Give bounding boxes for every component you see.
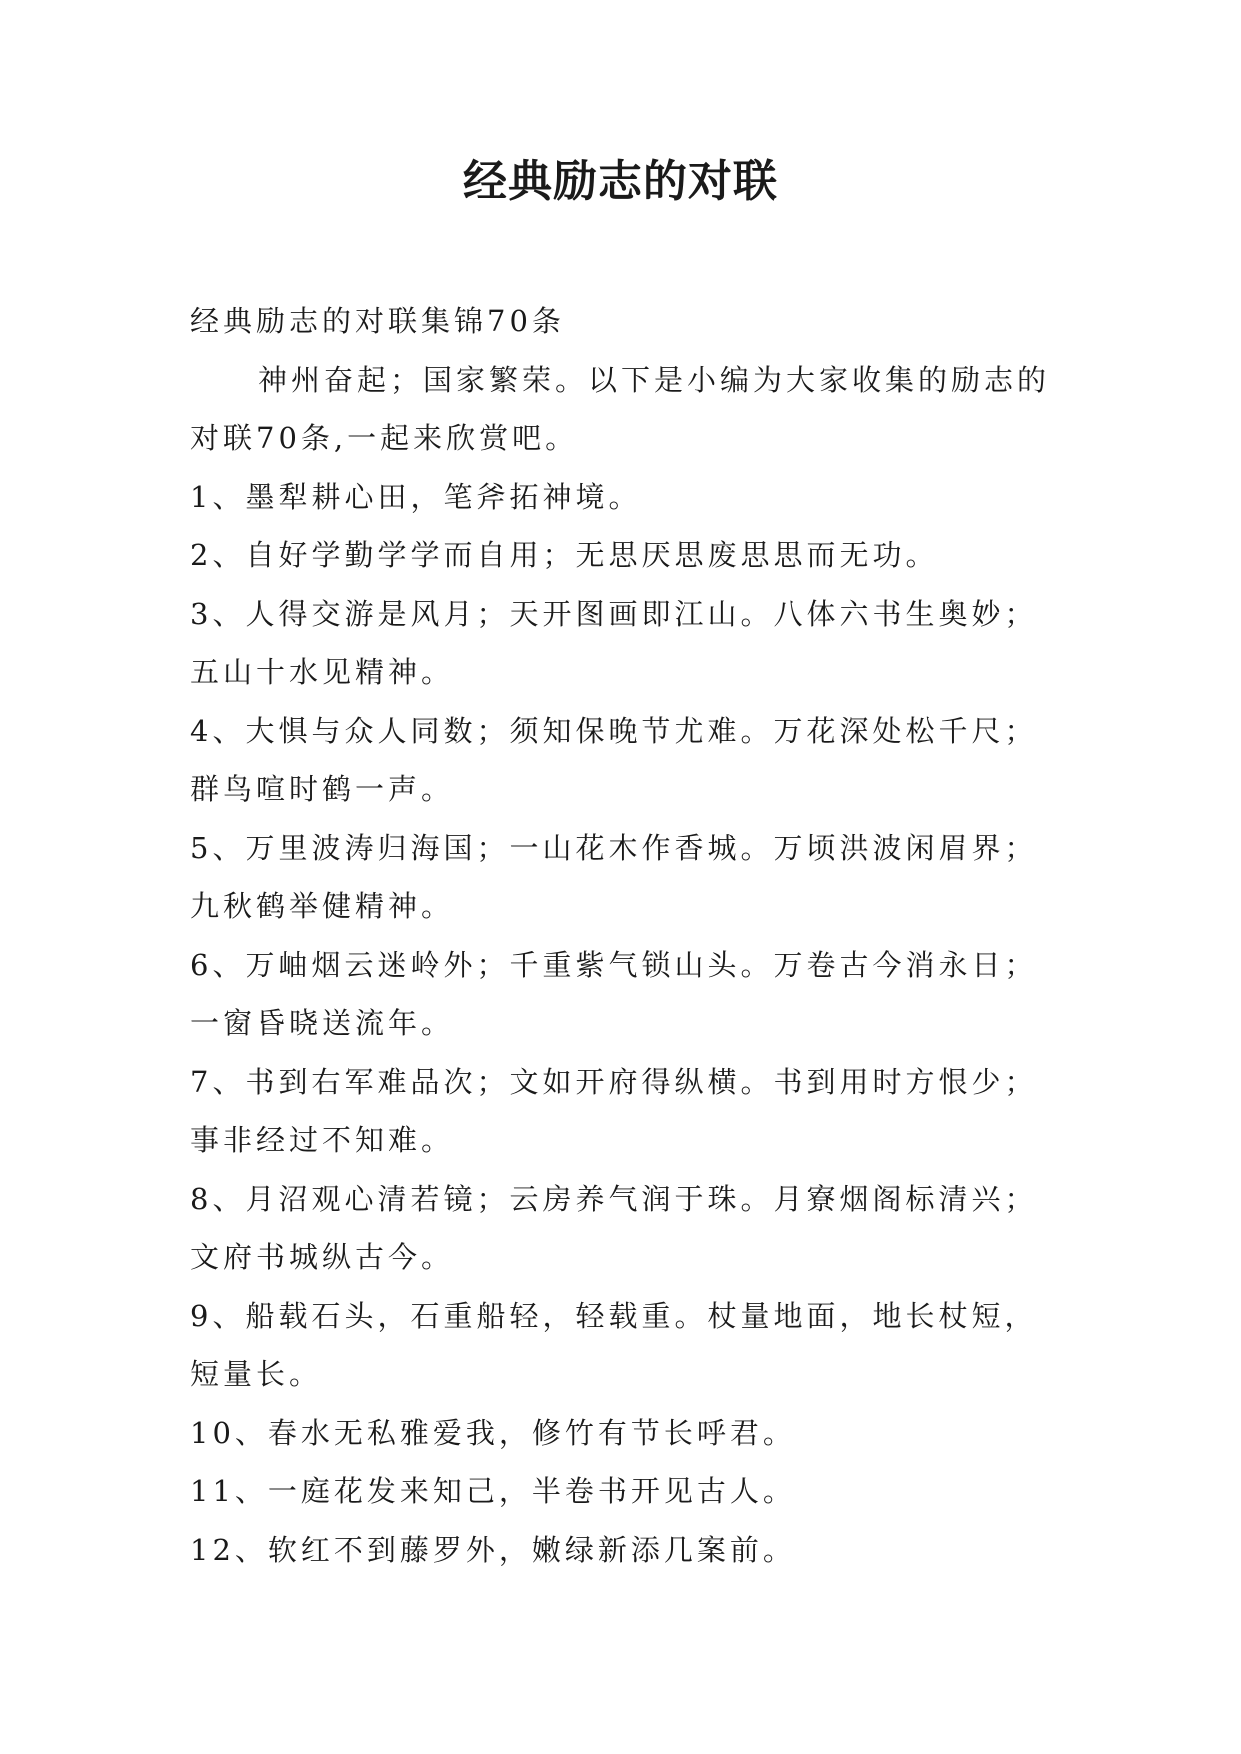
couplet-line: 7、书到右军难品次；文如开府得纵横。书到用时方恨少； (190, 1064, 1038, 1099)
couplet-line: 4、大惧与众人同数；须知保晚节尤难。万花深处松千尺； (190, 713, 1038, 748)
couplet-line: 九秋鹤举健精神。 (190, 889, 455, 923)
couplet-line: 五山十水见精神。 (190, 655, 455, 689)
couplet-line: 2、自好学勤学学而自用；无思厌思废思思而无功。 (190, 538, 939, 572)
couplet-line: 群鸟喧时鹤一声。 (190, 772, 455, 806)
couplet-line: 文府书城纵古今。 (190, 1240, 455, 1274)
couplet-line: 10、春水无私雅爱我，修竹有节长呼君。 (190, 1415, 796, 1450)
couplet-line: 一窗昏晓送流年。 (190, 1006, 455, 1040)
couplet-line: 12、软红不到藤罗外，嫩绿新添几案前。 (190, 1532, 796, 1567)
couplet-line: 11、一庭花发来知己，半卷书开见古人。 (190, 1474, 796, 1508)
couplet-line: 6、万岫烟云迷岭外；千重紫气锁山头。万卷古今消永日； (190, 947, 1038, 982)
couplet-line: 5、万里波涛归海国；一山花木作香城。万顷洪波闲眉界； (190, 830, 1038, 865)
couplet-line: 9、船载石头，石重船轻，轻载重。杖量地面，地长杖短， (190, 1298, 1038, 1333)
couplet-line: 8、月沼观心清若镜；云房养气润于珠。月寮烟阁标清兴； (190, 1181, 1038, 1216)
subtitle: 经典励志的对联集锦70条 (190, 304, 565, 338)
intro-paragraph-line: 神州奋起；国家繁荣。以下是小编为大家收集的励志的 (258, 362, 1051, 397)
page-title: 经典励志的对联 (463, 156, 778, 207)
intro-paragraph-line: 对联70条,一起来欣赏吧。 (190, 421, 579, 455)
couplet-line: 3、人得交游是风月；天开图画即江山。八体六书生奥妙； (190, 596, 1038, 631)
couplet-line: 1、墨犁耕心田，笔斧拓神境。 (190, 479, 642, 514)
couplet-line: 事非经过不知难。 (190, 1123, 455, 1157)
document-body (190, 292, 1070, 1579)
couplet-line: 短量长。 (190, 1357, 323, 1391)
